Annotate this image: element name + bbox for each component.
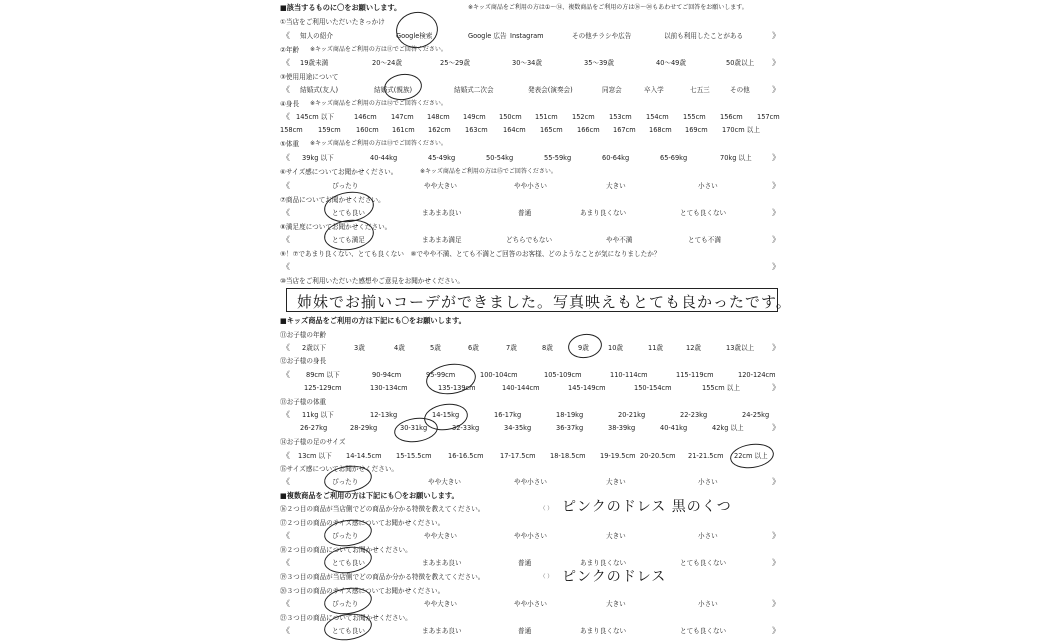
q4-options-1 xyxy=(278,111,800,123)
option[interactable]: まあまあ良い xyxy=(422,559,462,567)
option[interactable]: 152cm xyxy=(572,113,595,121)
option[interactable]: 小さい xyxy=(698,478,718,486)
option[interactable]: 168cm xyxy=(649,126,672,134)
q14-options xyxy=(278,450,800,462)
option[interactable]: 165cm xyxy=(540,126,563,134)
q17-label: ⑰２つ目の商品のサイズ感についてお聞かせください。 xyxy=(280,519,445,527)
option[interactable]: 154cm xyxy=(646,113,669,121)
q9-label: ⑨！⑦であまり良くない、とても良くない ⑧でやや不満、とても不満とご回答のお客様、どのようなことが気になりましたか？ xyxy=(280,250,661,258)
option[interactable]: 6歳 xyxy=(468,344,479,352)
option[interactable]: 以前も利用したことがある xyxy=(664,32,744,40)
bracket-close: 》 xyxy=(772,153,780,162)
option[interactable]: 結婚式(友人) xyxy=(300,86,339,94)
option[interactable]: 159cm xyxy=(318,126,341,134)
option[interactable]: とても良くない xyxy=(680,559,727,567)
option[interactable]: 110-114cm xyxy=(610,371,648,379)
option[interactable]: どちらでもない xyxy=(506,236,553,244)
bracket-open: 《 xyxy=(282,31,290,40)
option[interactable]: まあまあ良い xyxy=(422,627,462,635)
option[interactable]: 小さい xyxy=(698,600,718,608)
bracket-open: 《 xyxy=(282,112,290,121)
bracket-open: 《 xyxy=(282,343,290,352)
q15-label: ⑮サイズ感についてお聞かせください。 xyxy=(280,465,399,473)
option[interactable]: 24-25kg xyxy=(742,411,770,419)
q7-label: ⑦商品についてお聞かせください。 xyxy=(280,196,385,204)
bracket-open: 《 xyxy=(282,410,290,419)
option[interactable]: やや小さい xyxy=(514,478,547,486)
multi-section-title: ■複数商品をご利用の方は下記にも〇をお願いします。 xyxy=(280,491,459,500)
bracket-open: 《 xyxy=(282,58,290,67)
bracket-close: 》 xyxy=(772,181,780,190)
option[interactable]: 小さい xyxy=(698,182,718,190)
option[interactable]: 125-129cm xyxy=(304,384,342,392)
q2-options xyxy=(278,57,800,69)
q5-label-row xyxy=(278,138,800,150)
q14-label-row xyxy=(278,436,800,448)
q5-note: ※キッズ商品をご利用の方は⑬でご回答ください。 xyxy=(310,140,447,147)
option[interactable]: Google検索 xyxy=(396,32,433,40)
option[interactable]: 60-64kg xyxy=(602,154,630,162)
option[interactable]: 22cm 以上 xyxy=(734,452,768,460)
option[interactable]: やや大きい xyxy=(424,532,457,540)
option[interactable]: 5歳 xyxy=(430,344,441,352)
option[interactable]: 知人の紹介 xyxy=(300,32,333,40)
option[interactable]: 卒入学 xyxy=(644,86,664,94)
option[interactable]: 普通 xyxy=(518,627,532,635)
option[interactable]: やや小さい xyxy=(514,182,547,190)
option[interactable]: 25〜29歳 xyxy=(440,59,470,67)
option[interactable]: 15-15.5cm xyxy=(396,452,432,460)
q5-options xyxy=(278,152,800,164)
option[interactable]: 19歳未満 xyxy=(300,59,329,67)
option[interactable]: 28-29kg xyxy=(350,424,378,432)
option[interactable]: あまり良くない xyxy=(580,559,627,567)
option[interactable]: 30〜34歳 xyxy=(512,59,542,67)
q21-label: ㉑３つ目の商品についてお聞かせください。 xyxy=(280,614,412,622)
bracket-open: 《 xyxy=(282,85,290,94)
option[interactable]: 145cm 以下 xyxy=(296,113,334,121)
option[interactable]: 17-17.5cm xyxy=(500,452,536,460)
option[interactable]: 158cm xyxy=(280,126,303,134)
option[interactable]: 45-49kg xyxy=(428,154,456,162)
option[interactable]: 36-37kg xyxy=(556,424,584,432)
option[interactable]: 20-20.5cm xyxy=(640,452,676,460)
option[interactable]: 32-33kg xyxy=(452,424,480,432)
comment-box[interactable] xyxy=(286,288,792,312)
option[interactable]: 115-119cm xyxy=(676,371,714,379)
option[interactable]: とても良い xyxy=(332,209,365,217)
option[interactable]: 147cm xyxy=(391,113,414,121)
handwritten-q16: ピンクのドレス 黒のくつ xyxy=(562,499,732,515)
option[interactable]: ぴったり xyxy=(332,478,359,486)
option[interactable]: 12-13kg xyxy=(370,411,398,419)
bracket-close: 》 xyxy=(772,31,780,40)
bracket-close: 》 xyxy=(772,383,780,392)
option[interactable]: 156cm xyxy=(720,113,743,121)
option[interactable]: 七五三 xyxy=(690,86,710,94)
bracket-close: 》 xyxy=(772,477,780,486)
option[interactable]: 普通 xyxy=(518,209,532,217)
option[interactable]: 大きい xyxy=(606,182,626,190)
option[interactable]: 162cm xyxy=(428,126,451,134)
option[interactable]: 13歳以上 xyxy=(726,344,755,352)
option[interactable]: 14-14.5cm xyxy=(346,452,382,460)
bracket-close: 》 xyxy=(772,531,780,540)
kids-section-title: ■キッズ商品をご利用の方は下記にも〇をお願いします。 xyxy=(280,316,466,325)
bracket-close: 》 xyxy=(772,208,780,217)
option[interactable]: 100-104cm xyxy=(480,371,518,379)
option[interactable]: 164cm xyxy=(503,126,526,134)
q20-label: ⑳３つ目の商品のサイズ感についてお聞かせください。 xyxy=(280,587,445,595)
q3-label-row xyxy=(278,71,800,83)
bracket-close: 》 xyxy=(772,58,780,67)
survey-note: ※キッズ商品をご利用の方は①〜⑭、複数商品をご利用の方は⑯〜⑳もあわせてご回答をお願いします。 xyxy=(468,4,748,11)
option[interactable]: 105-109cm xyxy=(544,371,582,379)
option[interactable]: 20〜24歳 xyxy=(372,59,402,67)
q4-note: ※キッズ商品をご利用の方は⑫でご回答ください。 xyxy=(310,100,447,107)
option[interactable]: 140-144cm xyxy=(502,384,540,392)
option[interactable]: やや不満 xyxy=(606,236,633,244)
option[interactable]: 16-16.5cm xyxy=(448,452,484,460)
q11-label: ⑪お子様の年齢 xyxy=(280,331,327,339)
q8-label: ⑧満足度についてお聞かせください。 xyxy=(280,223,392,231)
option[interactable]: 大きい xyxy=(606,478,626,486)
q12-label: ⑫お子様の身長 xyxy=(280,357,327,365)
option[interactable]: 22-23kg xyxy=(680,411,708,419)
option[interactable]: 145-149cm xyxy=(568,384,606,392)
option[interactable]: 18-18.5cm xyxy=(550,452,586,460)
option[interactable]: 35〜39歳 xyxy=(584,59,614,67)
option[interactable]: あまり良くない xyxy=(580,209,627,217)
option[interactable]: とても良い xyxy=(332,627,365,635)
option[interactable]: 155cm xyxy=(683,113,706,121)
q6-options xyxy=(278,180,800,192)
option[interactable]: 26-27kg xyxy=(300,424,328,432)
option[interactable]: ぴったり xyxy=(332,532,359,540)
q10-label-row xyxy=(278,275,800,287)
option[interactable]: 発表会(演奏会) xyxy=(528,86,573,94)
option[interactable]: 170cm 以上 xyxy=(722,126,760,134)
option[interactable]: 16-17kg xyxy=(494,411,522,419)
q4-label-row xyxy=(278,98,800,110)
kids-title-row xyxy=(278,315,800,327)
option[interactable]: 153cm xyxy=(609,113,632,121)
q1-options xyxy=(278,30,800,42)
option[interactable]: 2歳以下 xyxy=(302,344,326,352)
option[interactable]: 42kg 以上 xyxy=(712,424,744,432)
bracket-open: 《 xyxy=(282,531,290,540)
option[interactable]: とても良くない xyxy=(680,209,727,217)
option[interactable]: 18-19kg xyxy=(556,411,584,419)
option[interactable]: 50歳以上 xyxy=(726,59,755,67)
option[interactable]: 7歳 xyxy=(506,344,517,352)
option[interactable]: 10歳 xyxy=(608,344,623,352)
option[interactable]: 130-134cm xyxy=(370,384,408,392)
bracket-open: 《 xyxy=(282,558,290,567)
option[interactable]: まあまあ良い xyxy=(422,209,462,217)
bracket-open: 《 xyxy=(282,235,290,244)
option[interactable]: 95-99cm xyxy=(426,371,456,379)
bracket-open: 《 xyxy=(282,626,290,635)
header-row xyxy=(278,2,800,14)
option[interactable]: 65-69kg xyxy=(660,154,688,162)
option[interactable]: 150cm xyxy=(499,113,522,121)
option[interactable]: 160cm xyxy=(356,126,379,134)
q13-options-1 xyxy=(278,409,800,421)
q2-note: ※キッズ商品をご利用の方は⑪でご回答ください。 xyxy=(310,46,447,53)
bracket-open: 《 xyxy=(282,477,290,486)
bracket-open: 《 xyxy=(282,451,290,460)
option[interactable]: 161cm xyxy=(392,126,415,134)
q3-label: ③使用用途について xyxy=(280,73,339,81)
option[interactable]: 166cm xyxy=(577,126,600,134)
option[interactable]: 同窓会 xyxy=(602,86,622,94)
survey-sheet xyxy=(278,0,800,640)
option[interactable]: 結婚式(親族) xyxy=(374,86,413,94)
bracket-close: 》 xyxy=(772,599,780,608)
option[interactable]: 13cm 以下 xyxy=(298,452,332,460)
option[interactable]: 結婚式二次会 xyxy=(454,86,494,94)
q10-label: ⑩当店をご利用いただいた感想やご意見をお聞かせください。 xyxy=(280,277,464,285)
option[interactable]: 40-41kg xyxy=(660,424,688,432)
q16-label: ⑯２つ目の商品が当店側でどの商品か分かる特徴を教えてください。 xyxy=(280,505,485,513)
option[interactable]: 普通 xyxy=(518,559,532,567)
bracket-close: 》 xyxy=(772,558,780,567)
bracket-close: 》 xyxy=(772,262,780,271)
option[interactable]: ぴったり xyxy=(332,600,359,608)
bracket-open: 《 xyxy=(282,153,290,162)
q11-label-row xyxy=(278,329,800,341)
option[interactable]: やや小さい xyxy=(514,532,547,540)
q1-label: ①当店をご利用いただいたきっかけ xyxy=(280,18,385,26)
option[interactable]: 151cm xyxy=(535,113,558,121)
option[interactable]: やや大きい xyxy=(428,478,461,486)
option[interactable]: 9歳 xyxy=(578,344,589,352)
option[interactable]: 120-124cm xyxy=(738,371,776,379)
bracket-open: 《 xyxy=(282,208,290,217)
option[interactable]: 157cm xyxy=(757,113,780,121)
option[interactable]: 40-44kg xyxy=(370,154,398,162)
handwritten-comment: 姉妹でお揃いコーデができました。写真映えもとても良かったです。 xyxy=(297,293,792,311)
option[interactable]: 19-19.5cm xyxy=(600,452,636,460)
option[interactable]: 89cm 以下 xyxy=(306,371,340,379)
option[interactable]: 167cm xyxy=(613,126,636,134)
option[interactable]: 39kg 以下 xyxy=(302,154,334,162)
option[interactable]: 90-94cm xyxy=(372,371,402,379)
bracket-close: 》 xyxy=(772,85,780,94)
q14-label: ⑭お子様の足のサイズ xyxy=(280,438,346,446)
q12-options-1 xyxy=(278,369,800,381)
option[interactable]: ぴったり xyxy=(332,182,359,190)
survey-title: ■該当するものに〇をお願いします。 xyxy=(280,3,402,12)
option[interactable]: その他 xyxy=(730,86,750,94)
answer-bracket: （ ） xyxy=(540,574,553,580)
option[interactable]: 21-21.5cm xyxy=(688,452,724,460)
option[interactable]: やや大きい xyxy=(424,600,457,608)
option[interactable]: 14-15kg xyxy=(432,411,460,419)
bracket-open: 《 xyxy=(282,262,290,271)
option[interactable]: Google 広告 xyxy=(468,32,507,40)
q6-label: ⑥サイズ感についてお聞かせください。 xyxy=(280,168,398,176)
q3-options xyxy=(278,84,800,96)
q12-label-row xyxy=(278,355,800,367)
option[interactable]: あまり良くない xyxy=(580,627,627,635)
q13-options-2 xyxy=(278,422,800,434)
option[interactable]: まあまあ満足 xyxy=(422,236,462,244)
bracket-open: 《 xyxy=(282,181,290,190)
option[interactable]: 148cm xyxy=(427,113,450,121)
option[interactable]: 4歳 xyxy=(394,344,405,352)
option[interactable]: 20-21kg xyxy=(618,411,646,419)
option[interactable]: 146cm xyxy=(354,113,377,121)
option[interactable]: 3歳 xyxy=(354,344,365,352)
option[interactable]: 55-59kg xyxy=(544,154,572,162)
option[interactable]: 150-154cm xyxy=(634,384,672,392)
option[interactable]: とても良い xyxy=(332,559,365,567)
option[interactable]: とても不満 xyxy=(688,236,721,244)
option[interactable]: 11歳 xyxy=(648,344,663,352)
option[interactable]: 149cm xyxy=(463,113,486,121)
option[interactable]: 12歳 xyxy=(686,344,701,352)
option[interactable]: Instagram xyxy=(510,32,544,40)
q6-label-row xyxy=(278,166,800,178)
option[interactable]: 50-54kg xyxy=(486,154,514,162)
bracket-open: 《 xyxy=(282,370,290,379)
option[interactable]: 70kg 以上 xyxy=(720,154,752,162)
q19-row xyxy=(278,571,800,583)
q13-label-row xyxy=(278,396,800,408)
q12-options-2 xyxy=(278,382,800,394)
option[interactable]: 小さい xyxy=(698,532,718,540)
q11-options xyxy=(278,342,800,354)
option[interactable]: やや小さい xyxy=(514,600,547,608)
q4-options-2 xyxy=(278,124,800,136)
q13-label: ⑬お子様の体重 xyxy=(280,398,327,406)
q2-label: ②年齢 xyxy=(280,46,300,54)
bracket-close: 》 xyxy=(772,423,780,432)
option[interactable]: 169cm xyxy=(685,126,708,134)
q4-label: ④身長 xyxy=(280,100,300,108)
q19-label: ⑲３つ目の商品が当店側でどの商品か分かる特徴を教えてください。 xyxy=(280,573,485,581)
option[interactable]: 大きい xyxy=(606,532,626,540)
q6-note: ※キッズ商品をご利用の方は⑮でご回答ください。 xyxy=(420,168,557,175)
option[interactable]: 8歳 xyxy=(542,344,553,352)
option[interactable]: 163cm xyxy=(465,126,488,134)
bracket-open: 《 xyxy=(282,599,290,608)
option[interactable]: 30-31kg xyxy=(400,424,428,432)
answer-bracket: （ ） xyxy=(540,506,553,512)
option[interactable]: その他チラシや広告 xyxy=(572,32,632,40)
option[interactable]: やや大きい xyxy=(424,182,457,190)
q9-answer-row xyxy=(278,261,800,273)
handwritten-q19: ピンクのドレス xyxy=(562,569,667,585)
option[interactable]: 38-39kg xyxy=(608,424,636,432)
q5-label: ⑤体重 xyxy=(280,140,300,148)
option[interactable]: 大きい xyxy=(606,600,626,608)
q2-label-row xyxy=(278,44,800,56)
bracket-close: 》 xyxy=(772,626,780,635)
bracket-close: 》 xyxy=(772,235,780,244)
option[interactable]: 34-35kg xyxy=(504,424,532,432)
option[interactable]: 135-139cm xyxy=(438,384,476,392)
option[interactable]: 11kg 以下 xyxy=(302,411,334,419)
option[interactable]: 40〜49歳 xyxy=(656,59,686,67)
q18-label: ⑱２つ目の商品についてお聞かせください。 xyxy=(280,546,412,554)
q9-label-row xyxy=(278,248,800,260)
bracket-close: 》 xyxy=(772,343,780,352)
option[interactable]: 155cm 以上 xyxy=(702,384,740,392)
q1-label-row xyxy=(278,16,800,28)
option[interactable]: とても良くない xyxy=(680,627,727,635)
option[interactable]: とても満足 xyxy=(332,236,365,244)
